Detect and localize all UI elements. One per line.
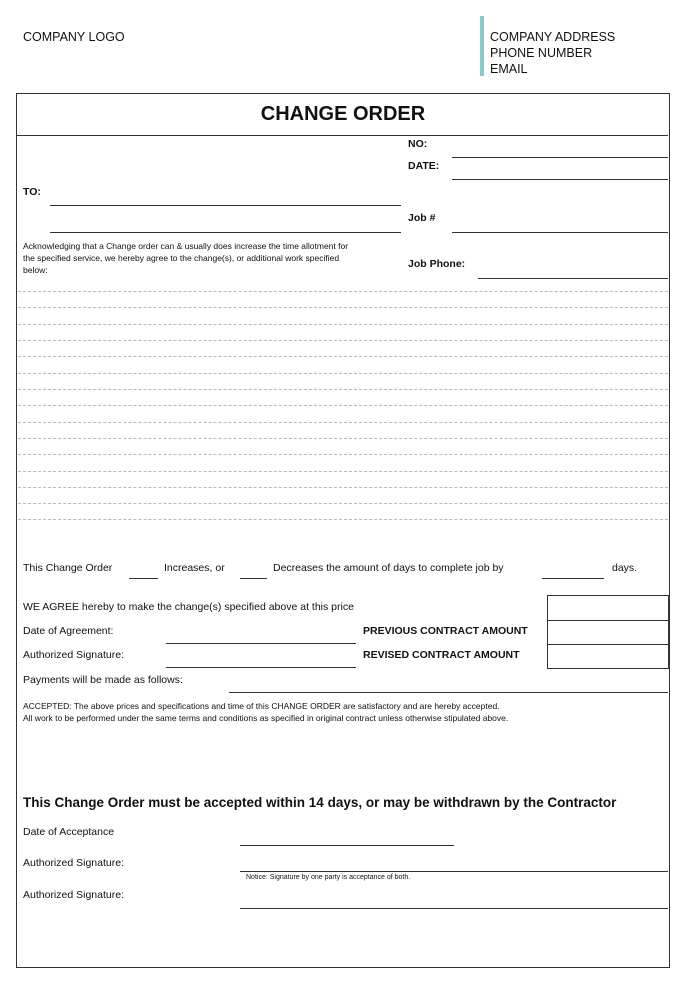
price-box[interactable]: [547, 595, 669, 621]
date-label: DATE:: [408, 160, 440, 172]
description-line[interactable]: [18, 324, 668, 325]
acceptance-deadline-notice: This Change Order must be accepted within 14 days, or may be withdrawn by the Contractor: [23, 795, 617, 810]
accepted-text: [23, 700, 668, 724]
form-title: CHANGE ORDER: [260, 103, 426, 125]
date-of-acceptance-label: Date of Acceptance: [23, 826, 115, 838]
job-phone-field[interactable]: [478, 278, 668, 279]
form-border: [16, 93, 670, 968]
description-line[interactable]: [18, 307, 668, 308]
accepted-line-1: ACCEPTED: The above prices and specifications and time of this CHANGE ORDER are satisfactory and are hereby accepted.: [23, 701, 500, 711]
acknowledge-line-2: the specified service, we hereby agree to the change(s), or additional work specified: [23, 253, 340, 263]
date-of-agreement-field[interactable]: [166, 643, 356, 644]
acknowledge-text: [23, 240, 403, 276]
payments-label: Payments will be made as follows:: [23, 674, 183, 686]
days-text-3: Decreases the amount of days to complete job by: [273, 562, 504, 574]
payments-field[interactable]: [229, 692, 668, 693]
signature-notice: Notice: Signature by one party is acceptance of both.: [246, 874, 411, 881]
revised-contract-label: REVISED CONTRACT AMOUNT: [363, 649, 520, 661]
previous-contract-box[interactable]: [547, 620, 669, 645]
to-field-line-1[interactable]: [50, 205, 401, 206]
days-field[interactable]: [542, 578, 604, 579]
date-field[interactable]: [452, 179, 668, 180]
company-phone: PHONE NUMBER: [490, 46, 593, 60]
previous-contract-label: PREVIOUS CONTRACT AMOUNT: [363, 625, 528, 637]
days-text-2: Increases, or: [164, 562, 225, 574]
to-label: TO:: [23, 186, 41, 198]
header-accent-bar: [480, 16, 484, 76]
description-line[interactable]: [18, 405, 668, 406]
description-line[interactable]: [18, 291, 668, 292]
job-number-field[interactable]: [452, 232, 668, 233]
authorized-signature-1-label: Authorized Signature:: [23, 857, 124, 869]
description-line[interactable]: [18, 356, 668, 357]
acknowledge-line-1: Acknowledging that a Change order can & usually does increase the time allotment for: [23, 241, 349, 251]
company-email: EMAIL: [490, 62, 528, 76]
authorized-signature-field[interactable]: [166, 667, 356, 668]
acknowledge-line-3: below:: [23, 265, 48, 275]
no-label: NO:: [408, 138, 428, 150]
company-address: COMPANY ADDRESS: [490, 30, 616, 44]
days-text-1: This Change Order: [23, 562, 113, 574]
authorized-signature-2-label: Authorized Signature:: [23, 889, 124, 901]
description-line[interactable]: [18, 519, 668, 520]
authorized-signature-2-field[interactable]: [240, 908, 668, 909]
increases-field[interactable]: [129, 578, 158, 579]
description-line[interactable]: [18, 471, 668, 472]
description-line[interactable]: [18, 454, 668, 455]
days-text-4: days.: [612, 562, 638, 574]
description-line[interactable]: [18, 340, 668, 341]
description-line[interactable]: [18, 503, 668, 504]
description-line[interactable]: [18, 438, 668, 439]
revised-contract-box[interactable]: [547, 644, 669, 669]
title-divider: [17, 135, 668, 136]
description-line[interactable]: [18, 487, 668, 488]
decreases-field[interactable]: [240, 578, 267, 579]
job-phone-label: Job Phone:: [408, 258, 466, 270]
description-line[interactable]: [18, 422, 668, 423]
agree-text: WE AGREE hereby to make the change(s) specified above at this price: [23, 601, 354, 613]
accepted-line-2: All work to be performed under the same terms and conditions as specified in original contract unless otherwise stipulated above.: [23, 713, 509, 723]
date-of-acceptance-field[interactable]: [240, 845, 454, 846]
company-logo: COMPANY LOGO: [23, 30, 125, 44]
authorized-signature-1-field[interactable]: [240, 871, 668, 872]
description-line[interactable]: [18, 373, 668, 374]
date-of-agreement-label: Date of Agreement:: [23, 625, 114, 637]
authorized-signature-label: Authorized Signature:: [23, 649, 124, 661]
no-field[interactable]: [452, 157, 668, 158]
to-field-line-2[interactable]: [50, 232, 401, 233]
description-line[interactable]: [18, 389, 668, 390]
job-number-label: Job #: [408, 212, 436, 224]
